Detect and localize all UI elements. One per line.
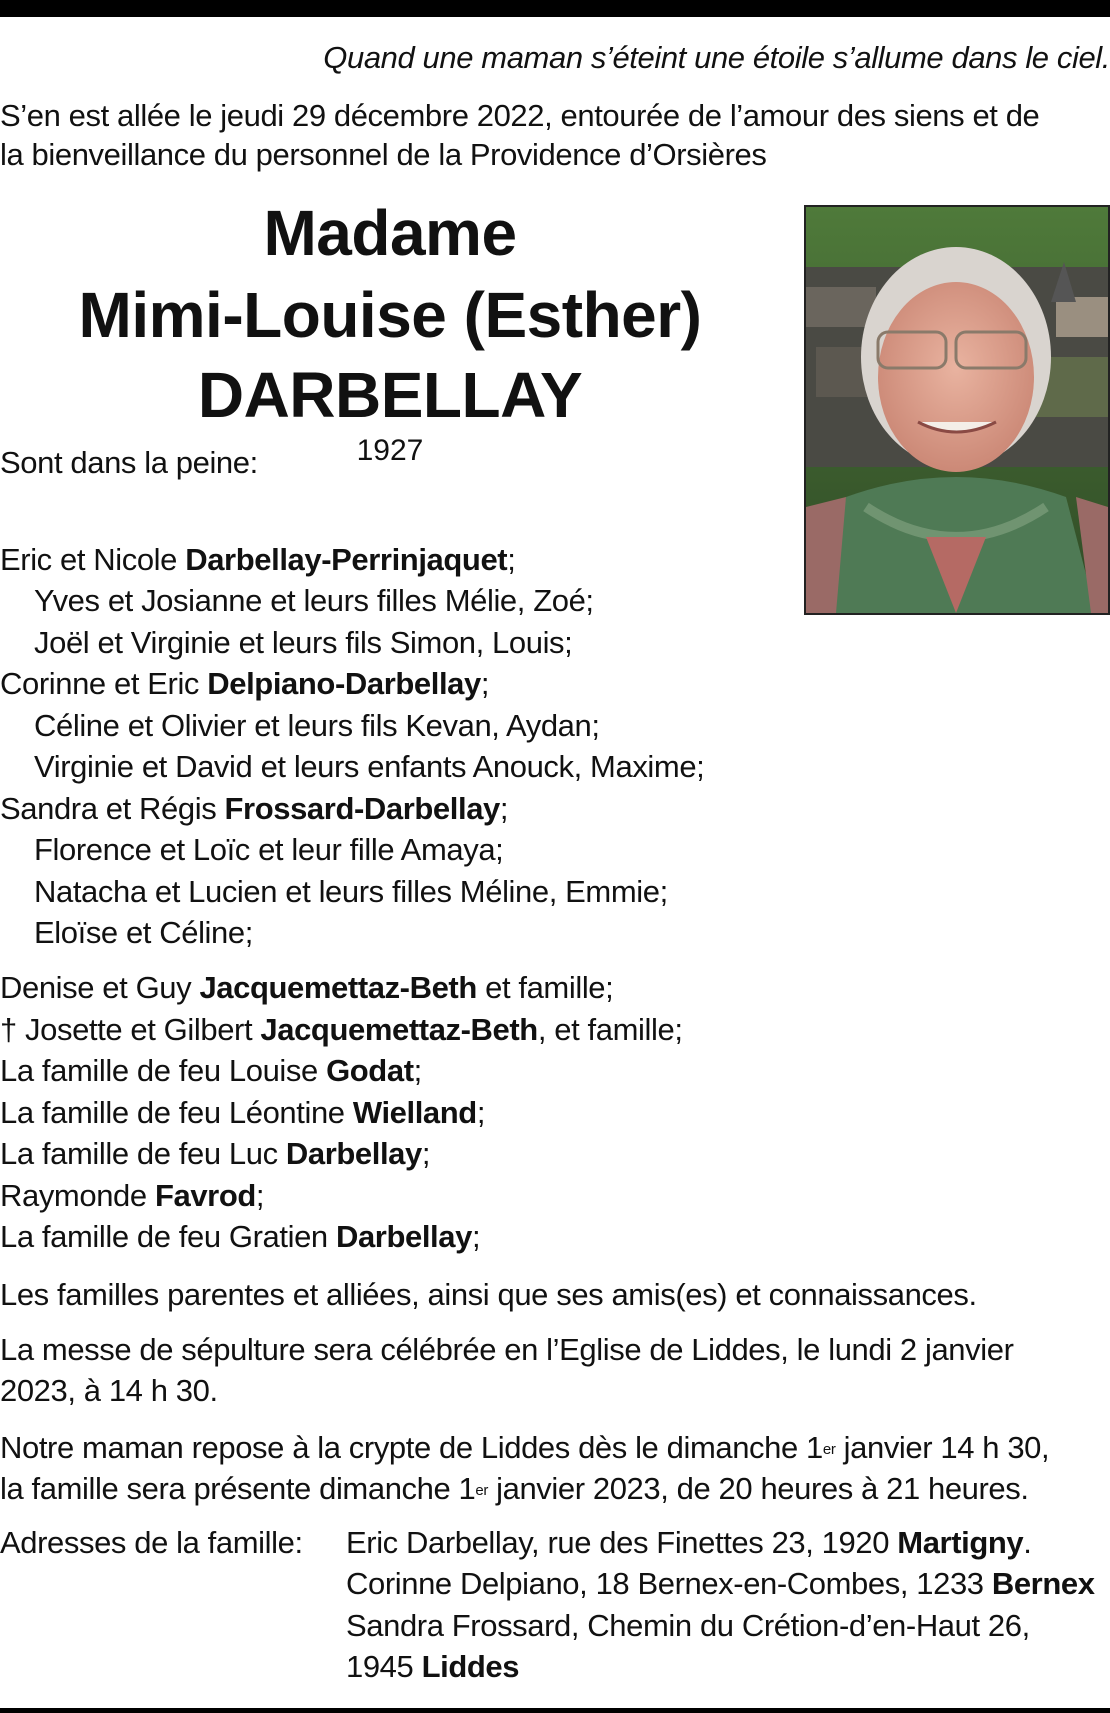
family-line: La famille de feu Gratien Darbellay; (0, 1219, 481, 1254)
family-line: La famille de feu Luc Darbellay; (0, 1136, 431, 1171)
deceased-title: Madame (263, 197, 517, 269)
portrait-photo (804, 205, 1110, 615)
bottom-rule (0, 1708, 1110, 1713)
family-line: Denise et Guy Jacquemettaz-Beth et famille; (0, 970, 614, 1005)
addresses-label: Adresses de la famille: (0, 1525, 303, 1560)
top-rule (0, 0, 1110, 17)
relatives-line: Les familles parentes et alliées, ainsi que ses amis(es) et connaissances. (0, 1277, 977, 1312)
intro-line-2: la bienveillance du personnel de la Providence d’Orsières (0, 137, 767, 172)
family-line: Sandra et Régis Frossard-Darbellay; (0, 791, 509, 826)
birth-year: 1927 (356, 434, 424, 467)
family-line: Raymonde Favrod; (0, 1178, 265, 1213)
rest-line-1: Notre maman repose à la crypte de Liddes dès le dimanche 1er janvier 14 h 30, (0, 1430, 1050, 1465)
intro-line-1: S’en est allée le jeudi 29 décembre 2022, entourée de l’amour des siens et de (0, 98, 1040, 133)
family-line: Florence et Loïc et leur fille Amaya; (34, 832, 504, 867)
mass-line-1: La messe de sépulture sera célébrée en l’Eglise de Liddes, le lundi 2 janvier (0, 1332, 1014, 1367)
mass-line-2: 2023, à 14 h 30. (0, 1373, 218, 1408)
family-line: Eloïse et Céline; (34, 915, 253, 950)
family-line: Yves et Josianne et leurs filles Mélie, Zoé; (34, 583, 594, 618)
family-line: La famille de feu Léontine Wielland; (0, 1095, 486, 1130)
family-line: Virginie et David et leurs enfants Anouck, Maxime; (34, 749, 705, 784)
address-line: Corinne Delpiano, 18 Bernex-en-Combes, 1233 Bernex (346, 1566, 1095, 1601)
family-line: Eric et Nicole Darbellay-Perrinjaquet; (0, 542, 516, 577)
family-line: Joël et Virginie et leurs fils Simon, Louis; (34, 625, 573, 660)
deceased-first-names: Mimi-Louise (Esther) (78, 279, 702, 351)
family-line: Corinne et Eric Delpiano-Darbellay; (0, 666, 490, 701)
address-line: Eric Darbellay, rue des Finettes 23, 1920 Martigny. (346, 1525, 1032, 1560)
deceased-surname: DARBELLAY (197, 359, 583, 431)
rest-line-2: la famille sera présente dimanche 1er janvier 2023, de 20 heures à 21 heures. (0, 1471, 1029, 1506)
mourners-heading: Sont dans la peine: (0, 445, 258, 480)
family-line: † Josette et Gilbert Jacquemettaz-Beth, et famille; (0, 1012, 683, 1047)
address-line: Sandra Frossard, Chemin du Crétion-d’en-Haut 26, (346, 1608, 1030, 1643)
epigraph-quote: Quand une maman s’éteint une étoile s’allume dans le ciel. (323, 40, 1110, 75)
family-line: Céline et Olivier et leurs fils Kevan, Aydan; (34, 708, 600, 743)
family-line: La famille de feu Louise Godat; (0, 1053, 422, 1088)
address-line: 1945 Liddes (346, 1649, 520, 1684)
family-line: Natacha et Lucien et leurs filles Méline, Emmie; (34, 874, 668, 909)
